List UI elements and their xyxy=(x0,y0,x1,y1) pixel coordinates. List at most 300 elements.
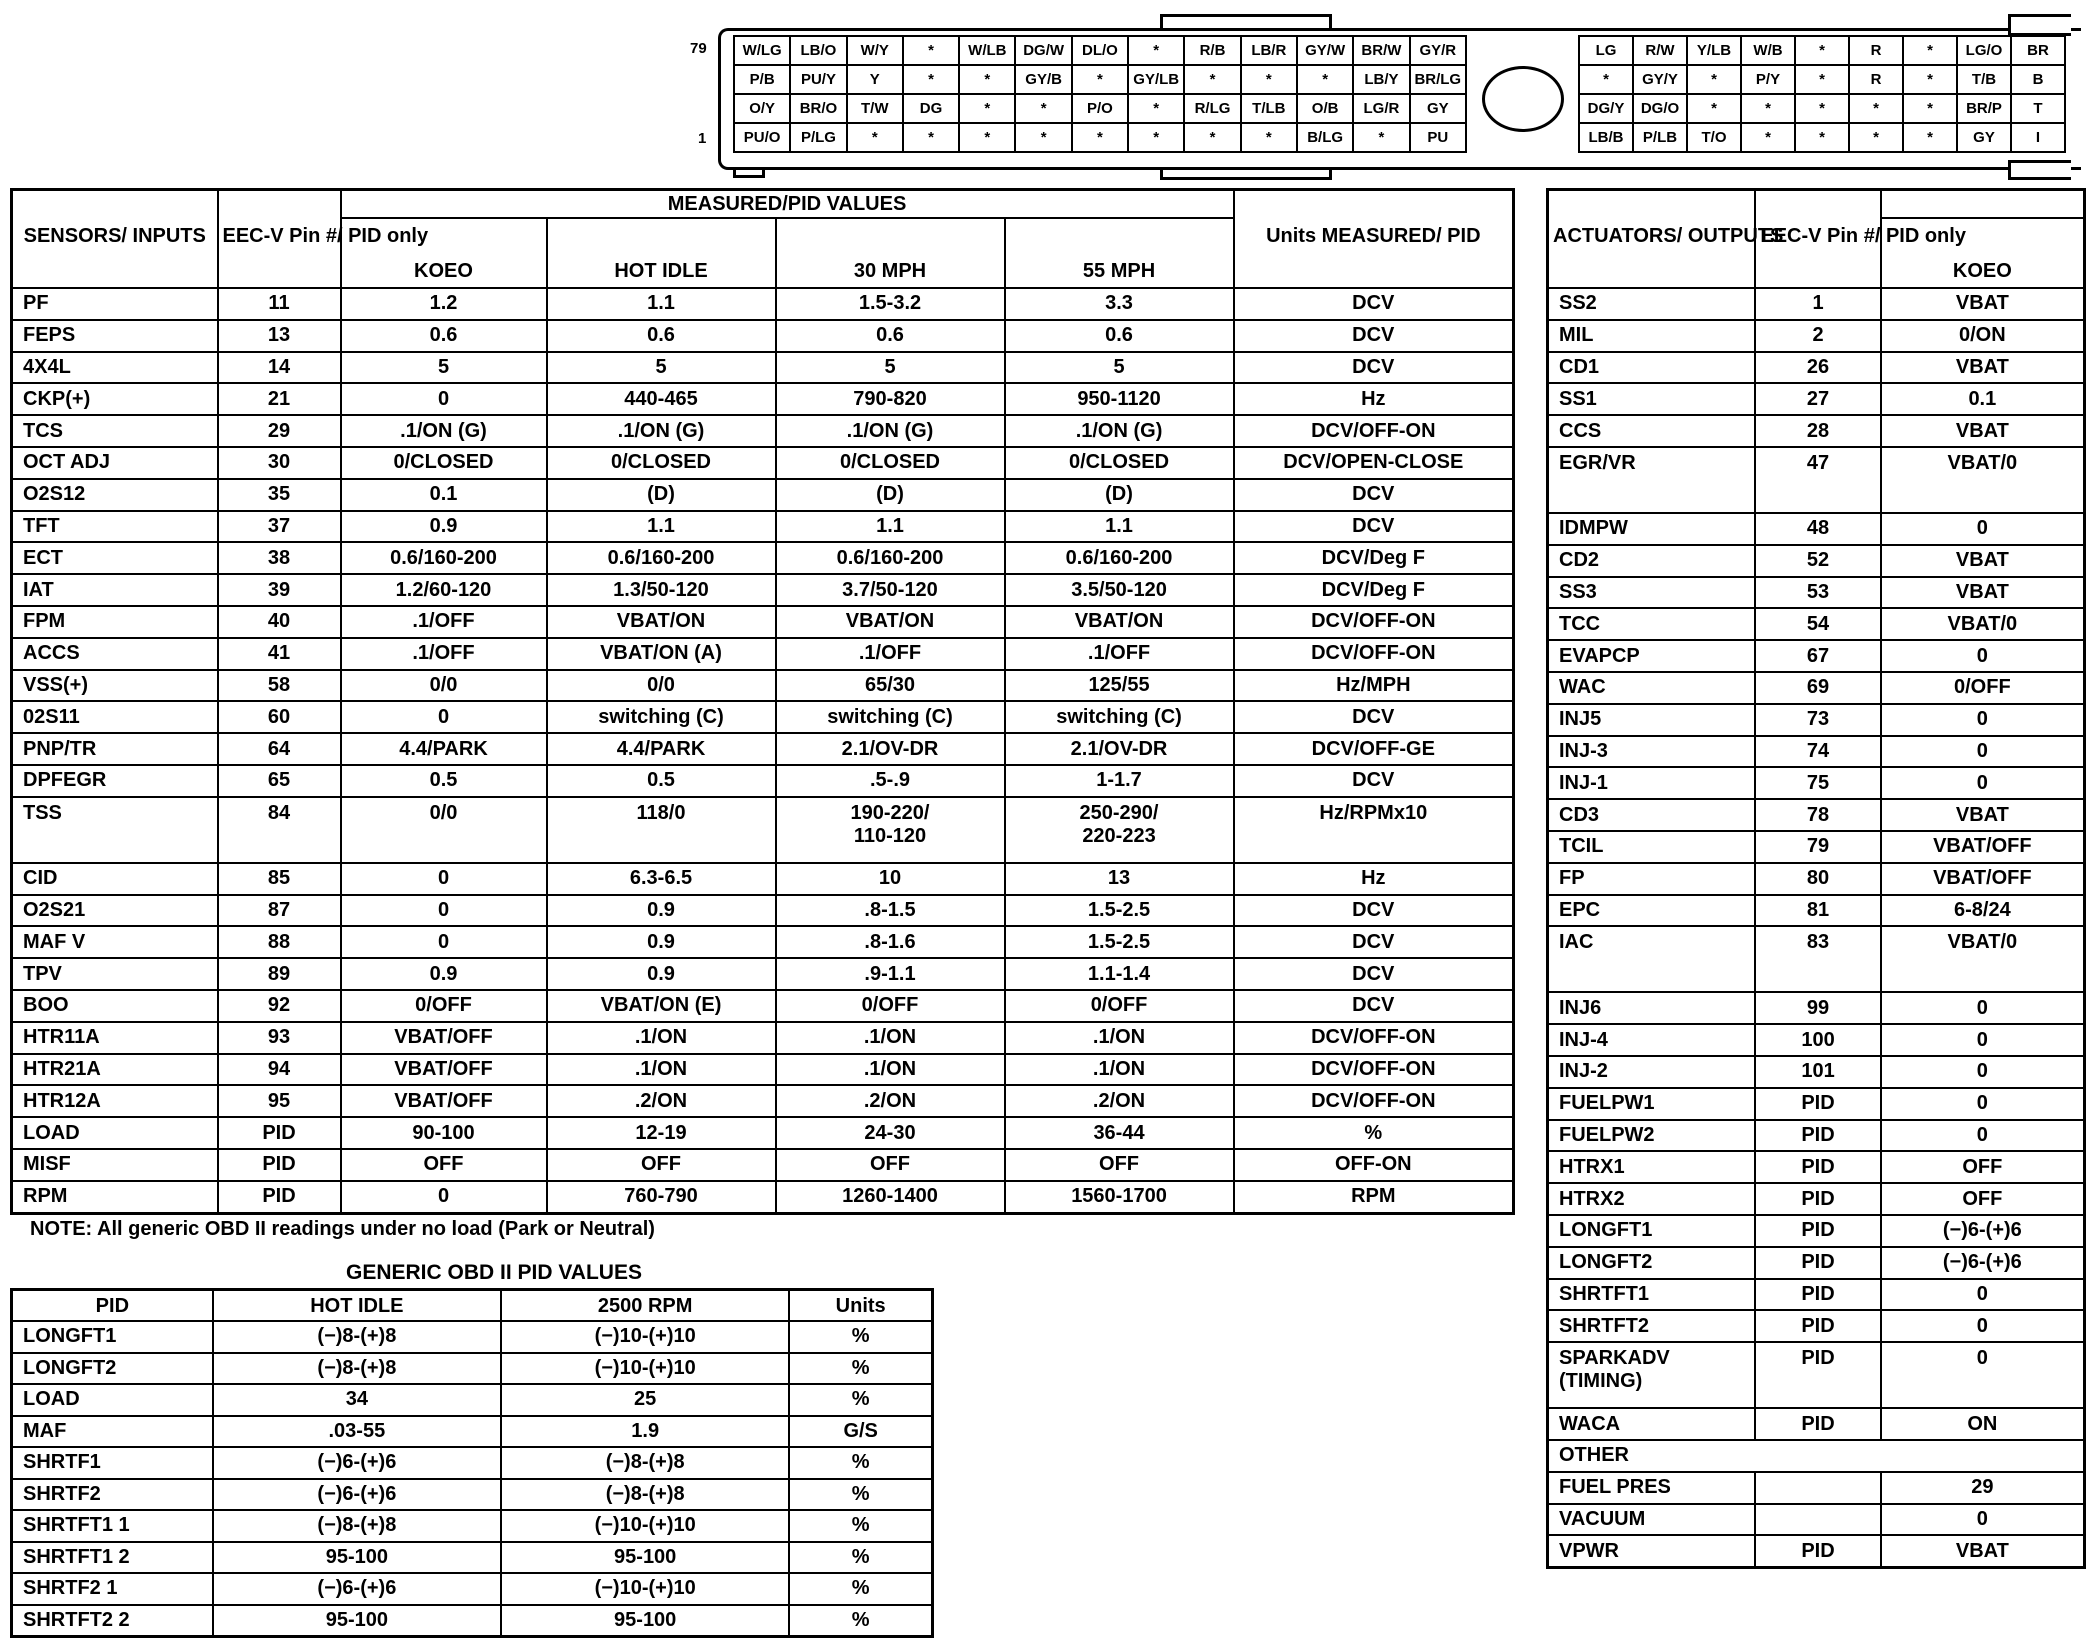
sensor-name: CKP(+) xyxy=(12,383,218,415)
sensor-pin: 65 xyxy=(218,765,341,797)
actuator-name: EVAPCP xyxy=(1548,640,1756,672)
table-row xyxy=(1548,415,2085,447)
table-row xyxy=(1548,704,2085,736)
actuator-koeo: VBAT xyxy=(1881,352,2085,384)
sensor-pin: 35 xyxy=(218,479,341,511)
sensor-30mph: 0/OFF xyxy=(776,990,1005,1022)
pin-cell: T xyxy=(2011,94,2065,123)
obd-pid: MAF xyxy=(12,1416,213,1448)
sensor-pin: 13 xyxy=(218,320,341,352)
pin-cell: DG/O xyxy=(1633,94,1687,123)
actuator-pin: PID xyxy=(1755,1535,1880,1567)
obd-pid: SHRTFT1 1 xyxy=(12,1510,213,1542)
table-row xyxy=(12,1510,933,1542)
sensor-30mph: 1.5-3.2 xyxy=(776,288,1005,320)
sensor-name: TFT xyxy=(12,511,218,543)
sensors-header-name: SENSORS/ INPUTS xyxy=(12,190,218,289)
sensor-55mph: VBAT/ON xyxy=(1005,606,1234,638)
actuator-name: FUEL PRES xyxy=(1548,1472,1756,1504)
pin-cell: LB/Y xyxy=(1353,65,1409,94)
sensor-units: DCV/Deg F xyxy=(1234,574,1514,606)
table-row xyxy=(12,765,1514,797)
actuators-header-name: ACTUATORS/ OUTPUTS xyxy=(1548,190,1756,289)
table-row xyxy=(12,1416,933,1448)
actuator-name: LONGFT1 xyxy=(1548,1215,1756,1247)
actuator-pin: 53 xyxy=(1755,577,1880,609)
actuator-koeo: VBAT xyxy=(1881,545,2085,577)
obd-header-row xyxy=(12,1290,933,1322)
table-row xyxy=(12,926,1514,958)
table-row xyxy=(1548,1151,2085,1183)
sensor-koeo: 5 xyxy=(341,352,547,384)
sensor-pin: 14 xyxy=(218,352,341,384)
table-row xyxy=(12,415,1514,447)
pin-cell: * xyxy=(1015,94,1071,123)
actuator-name: CD3 xyxy=(1548,799,1756,831)
sensor-hot-idle: OFF xyxy=(547,1149,776,1181)
actuator-koeo: 0 xyxy=(1881,1024,2085,1056)
sensor-55mph: 13 xyxy=(1005,863,1234,895)
actuator-name: EPC xyxy=(1548,895,1756,927)
obd-units: % xyxy=(789,1321,932,1353)
table-row xyxy=(1548,513,2085,545)
actuator-koeo: VBAT xyxy=(1881,799,2085,831)
sensor-30mph: 10 xyxy=(776,863,1005,895)
sensor-55mph: 0/CLOSED xyxy=(1005,447,1234,479)
actuator-koeo: ON xyxy=(1881,1408,2085,1440)
sensor-units: Hz xyxy=(1234,863,1514,895)
sensor-koeo: 0.9 xyxy=(341,511,547,543)
pin-cell: GY/Y xyxy=(1633,65,1687,94)
actuator-name: CCS xyxy=(1548,415,1756,447)
pin-cell: * xyxy=(959,123,1015,152)
pin-cell: * xyxy=(1849,94,1903,123)
sensor-30mph: 24-30 xyxy=(776,1117,1005,1149)
table-row xyxy=(12,1022,1514,1054)
pin-cell: R xyxy=(1849,65,1903,94)
pin-cell: * xyxy=(1353,123,1409,152)
sensor-hot-idle: .1/ON xyxy=(547,1022,776,1054)
obd-header-cell: Units xyxy=(789,1290,932,1322)
obd-pid: SHRTFT2 2 xyxy=(12,1605,213,1637)
sensors-header-30mph: 30 MPH xyxy=(776,218,1005,288)
pin-cell: * xyxy=(847,123,903,152)
pin-cell: B/LG xyxy=(1297,123,1353,152)
sensor-name: O2S12 xyxy=(12,479,218,511)
sensor-30mph: 0.6/160-200 xyxy=(776,542,1005,574)
sensor-name: DPFEGR xyxy=(12,765,218,797)
sensor-name: IAT xyxy=(12,574,218,606)
pin-cell: P/B xyxy=(734,65,790,94)
pin-cell: W/LG xyxy=(734,36,790,65)
pin-cell: * xyxy=(1795,94,1849,123)
sensors-header-group: MEASURED/PID VALUES xyxy=(341,190,1234,219)
table-row xyxy=(1548,1279,2085,1311)
table-row xyxy=(12,1384,933,1416)
table-row xyxy=(1548,577,2085,609)
sensor-30mph: 1260-1400 xyxy=(776,1181,1005,1213)
sensor-pin: 92 xyxy=(218,990,341,1022)
pin-cell: O/Y xyxy=(734,94,790,123)
sensor-hot-idle: 1.1 xyxy=(547,288,776,320)
pin-row xyxy=(1579,36,2065,65)
actuator-koeo: VBAT/0 xyxy=(1881,926,2085,992)
pin-cell: R xyxy=(1849,36,1903,65)
table-row xyxy=(12,1573,933,1605)
actuator-koeo: (−)6-(+)6 xyxy=(1881,1215,2085,1247)
sensor-name: TSS xyxy=(12,797,218,863)
actuator-pin: 75 xyxy=(1755,767,1880,799)
actuator-pin: 79 xyxy=(1755,831,1880,863)
sensor-30mph: 65/30 xyxy=(776,670,1005,702)
obd-2500rpm: (−)10-(+)10 xyxy=(501,1321,789,1353)
sensor-55mph: 1.5-2.5 xyxy=(1005,895,1234,927)
pin-cell: LB/O xyxy=(790,36,846,65)
table-row xyxy=(12,1479,933,1511)
table-row xyxy=(1548,1408,2085,1440)
pin-cell: * xyxy=(1741,94,1795,123)
sensor-hot-idle: 0.5 xyxy=(547,765,776,797)
sensor-30mph: 0/CLOSED xyxy=(776,447,1005,479)
obd-table-title: GENERIC OBD II PID VALUES xyxy=(346,1261,642,1284)
sensor-30mph: switching (C) xyxy=(776,701,1005,733)
pin-cell: LB/R xyxy=(1241,36,1297,65)
actuator-pin xyxy=(1755,1504,1880,1536)
sensor-pin: 37 xyxy=(218,511,341,543)
sensor-units: OFF-ON xyxy=(1234,1149,1514,1181)
actuator-name: SPARKADV (TIMING) xyxy=(1548,1342,1756,1408)
pin-cell: T/O xyxy=(1687,123,1741,152)
actuator-koeo: VBAT xyxy=(1881,577,2085,609)
sensor-pin: 58 xyxy=(218,670,341,702)
obd-pid: SHRTF2 xyxy=(12,1479,213,1511)
sensor-units: DCV/OFF-ON xyxy=(1234,1085,1514,1117)
pin-cell: LG xyxy=(1579,36,1633,65)
pin-cell: BR/W xyxy=(1353,36,1409,65)
actuator-koeo: 0.1 xyxy=(1881,383,2085,415)
sensor-units: DCV xyxy=(1234,352,1514,384)
obd-table xyxy=(10,1288,934,1638)
sensor-hot-idle: VBAT/ON (A) xyxy=(547,638,776,670)
actuator-koeo: VBAT xyxy=(1881,288,2085,320)
actuator-pin: 74 xyxy=(1755,736,1880,768)
actuator-name: LONGFT2 xyxy=(1548,1247,1756,1279)
sensor-name: RPM xyxy=(12,1181,218,1213)
actuator-koeo: 0 xyxy=(1881,640,2085,672)
sensor-koeo: VBAT/OFF xyxy=(341,1054,547,1086)
table-row xyxy=(12,606,1514,638)
sensor-55mph: 5 xyxy=(1005,352,1234,384)
actuator-pin: 48 xyxy=(1755,513,1880,545)
actuator-pin: 28 xyxy=(1755,415,1880,447)
pin-cell: W/Y xyxy=(847,36,903,65)
sensor-hot-idle: .1/ON (G) xyxy=(547,415,776,447)
pin-cell: GY/LB xyxy=(1128,65,1184,94)
pin-cell: DG/W xyxy=(1015,36,1071,65)
table-row xyxy=(12,1117,1514,1149)
pin-cell: R/B xyxy=(1184,36,1240,65)
sensor-hot-idle: 0/0 xyxy=(547,670,776,702)
sensor-55mph: 1.1 xyxy=(1005,511,1234,543)
actuator-name: INJ-2 xyxy=(1548,1056,1756,1088)
connector-right-pin-grid xyxy=(1578,35,2066,153)
sensor-30mph: .1/OFF xyxy=(776,638,1005,670)
pin-cell: T/LB xyxy=(1241,94,1297,123)
table-row xyxy=(12,1447,933,1479)
table-row xyxy=(12,797,1514,863)
sensor-name: MAF V xyxy=(12,926,218,958)
actuator-name: WACA xyxy=(1548,1408,1756,1440)
sensor-name: PNP/TR xyxy=(12,733,218,765)
sensor-hot-idle: 0.9 xyxy=(547,895,776,927)
table-row xyxy=(1548,1247,2085,1279)
pin-cell: P/Y xyxy=(1741,65,1795,94)
pin-cell: * xyxy=(1072,123,1128,152)
actuator-koeo: VBAT xyxy=(1881,415,2085,447)
table-row-other-header xyxy=(1548,1440,2085,1472)
table-row xyxy=(1548,1472,2085,1504)
actuator-name: INJ6 xyxy=(1548,992,1756,1024)
sensor-name: OCT ADJ xyxy=(12,447,218,479)
pin-cell: DG xyxy=(903,94,959,123)
sensor-units: RPM xyxy=(1234,1181,1514,1213)
sensor-units: DCV/OFF-ON xyxy=(1234,1054,1514,1086)
sensor-name: HTR12A xyxy=(12,1085,218,1117)
pin-cell: * xyxy=(1903,94,1957,123)
actuator-name: SS2 xyxy=(1548,288,1756,320)
table-row xyxy=(12,511,1514,543)
connector-left-pin-grid xyxy=(733,35,1467,153)
sensor-name: ACCS xyxy=(12,638,218,670)
obd-units: % xyxy=(789,1542,932,1574)
sensors-header-55mph: 55 MPH xyxy=(1005,218,1234,288)
sensor-koeo: 0 xyxy=(341,701,547,733)
pin-cell: * xyxy=(1184,65,1240,94)
actuator-name: HTRX1 xyxy=(1548,1151,1756,1183)
pin-cell: O/B xyxy=(1297,94,1353,123)
sensor-hot-idle: 12-19 xyxy=(547,1117,776,1149)
table-row xyxy=(12,1605,933,1637)
sensor-units: DCV xyxy=(1234,479,1514,511)
sensor-name: PF xyxy=(12,288,218,320)
actuator-pin: 78 xyxy=(1755,799,1880,831)
sensor-name: LOAD xyxy=(12,1117,218,1149)
pin-cell: P/O xyxy=(1072,94,1128,123)
actuator-pin: PID xyxy=(1755,1310,1880,1342)
sensor-pin: 89 xyxy=(218,958,341,990)
obd-hot-idle: (−)6-(+)6 xyxy=(213,1479,501,1511)
sensor-55mph: 1560-1700 xyxy=(1005,1181,1234,1213)
table-row xyxy=(12,1353,933,1385)
actuator-pin: 81 xyxy=(1755,895,1880,927)
sensor-30mph: (D) xyxy=(776,479,1005,511)
sensor-pin: 64 xyxy=(218,733,341,765)
pin-cell: I xyxy=(2011,123,2065,152)
sensor-30mph: .1/ON xyxy=(776,1022,1005,1054)
table-row xyxy=(1548,672,2085,704)
sensor-units: DCV xyxy=(1234,511,1514,543)
obd-units: % xyxy=(789,1605,932,1637)
pin-cell: GY xyxy=(1957,123,2011,152)
table-row xyxy=(12,990,1514,1022)
sensor-30mph: OFF xyxy=(776,1149,1005,1181)
actuator-name: VACUUM xyxy=(1548,1504,1756,1536)
actuator-name: INJ-1 xyxy=(1548,767,1756,799)
table-row xyxy=(1548,926,2085,992)
pin-cell: * xyxy=(903,36,959,65)
pin-cell: * xyxy=(1903,123,1957,152)
obd-2500rpm: 95-100 xyxy=(501,1542,789,1574)
actuator-koeo: (−)6-(+)6 xyxy=(1881,1247,2085,1279)
actuator-pin: PID xyxy=(1755,1120,1880,1152)
table-row xyxy=(12,701,1514,733)
sensor-koeo: 0/CLOSED xyxy=(341,447,547,479)
table-row xyxy=(12,733,1514,765)
obd-header-cell: PID xyxy=(12,1290,213,1322)
actuator-koeo: 29 xyxy=(1881,1472,2085,1504)
sensor-pin: 93 xyxy=(218,1022,341,1054)
pin-cell: * xyxy=(1741,123,1795,152)
sensor-hot-idle: 440-465 xyxy=(547,383,776,415)
table-row xyxy=(1548,320,2085,352)
sensor-30mph: 790-820 xyxy=(776,383,1005,415)
actuator-name: IAC xyxy=(1548,926,1756,992)
pin-cell: * xyxy=(1241,123,1297,152)
obd-units: % xyxy=(789,1510,932,1542)
table-row xyxy=(1548,640,2085,672)
sensor-units: DCV xyxy=(1234,958,1514,990)
obd-2500rpm: (−)8-(+)8 xyxy=(501,1479,789,1511)
actuator-koeo: 0 xyxy=(1881,992,2085,1024)
sensor-koeo: 90-100 xyxy=(341,1117,547,1149)
sensor-hot-idle: (D) xyxy=(547,479,776,511)
obd-hot-idle: (−)8-(+)8 xyxy=(213,1353,501,1385)
actuator-koeo: 0/OFF xyxy=(1881,672,2085,704)
actuator-pin: 73 xyxy=(1755,704,1880,736)
sensor-units: Hz/RPMx10 xyxy=(1234,797,1514,863)
sensor-hot-idle: 0.9 xyxy=(547,958,776,990)
sensor-55mph: switching (C) xyxy=(1005,701,1234,733)
table-row xyxy=(1548,608,2085,640)
sensor-name: MISF xyxy=(12,1149,218,1181)
sensor-name: O2S21 xyxy=(12,895,218,927)
actuator-pin: 67 xyxy=(1755,640,1880,672)
sensor-hot-idle: 5 xyxy=(547,352,776,384)
obd-pid: LONGFT1 xyxy=(12,1321,213,1353)
sensor-pin: 21 xyxy=(218,383,341,415)
actuator-koeo: 0 xyxy=(1881,1120,2085,1152)
actuator-pin: PID xyxy=(1755,1088,1880,1120)
sensor-koeo: VBAT/OFF xyxy=(341,1022,547,1054)
table-row xyxy=(1548,1342,2085,1408)
pin-cell: * xyxy=(1903,36,1957,65)
table-row xyxy=(12,1149,1514,1181)
table-row xyxy=(12,320,1514,352)
sensor-pin: 39 xyxy=(218,574,341,606)
pin-cell: BR/LG xyxy=(1410,65,1466,94)
sensor-55mph: 0/OFF xyxy=(1005,990,1234,1022)
actuator-pin: PID xyxy=(1755,1151,1880,1183)
actuator-pin: PID xyxy=(1755,1215,1880,1247)
sensor-30mph: .9-1.1 xyxy=(776,958,1005,990)
pin-cell: GY/B xyxy=(1015,65,1071,94)
obd-2500rpm: 25 xyxy=(501,1384,789,1416)
sensor-name: TPV xyxy=(12,958,218,990)
actuators-header-pin: EEC-V Pin #/ PID only xyxy=(1755,190,1880,289)
pin-cell: DL/O xyxy=(1072,36,1128,65)
actuator-name: SHRTFT2 xyxy=(1548,1310,1756,1342)
sensor-55mph: 2.1/OV-DR xyxy=(1005,733,1234,765)
connector-right-top-tab xyxy=(2008,14,2071,36)
sensor-units: DCV/OFF-ON xyxy=(1234,415,1514,447)
actuator-pin: 47 xyxy=(1755,447,1880,513)
sensor-units: DCV xyxy=(1234,926,1514,958)
actuator-pin: PID xyxy=(1755,1342,1880,1408)
actuator-name: MIL xyxy=(1548,320,1756,352)
sensor-units: DCV/OFF-ON xyxy=(1234,1022,1514,1054)
sensor-pin: 30 xyxy=(218,447,341,479)
actuator-name: EGR/VR xyxy=(1548,447,1756,513)
obd-hot-idle: (−)6-(+)6 xyxy=(213,1447,501,1479)
pin-cell: BR xyxy=(2011,36,2065,65)
pin-cell: LG/R xyxy=(1353,94,1409,123)
sensor-30mph: 1.1 xyxy=(776,511,1005,543)
sensor-55mph: 3.5/50-120 xyxy=(1005,574,1234,606)
table-row xyxy=(12,958,1514,990)
table-row xyxy=(1548,352,2085,384)
sensors-table xyxy=(10,188,1515,1215)
pin-row xyxy=(1579,123,2065,152)
actuator-pin xyxy=(1755,1472,1880,1504)
obd-hot-idle: 95-100 xyxy=(213,1542,501,1574)
sensor-pin: 95 xyxy=(218,1085,341,1117)
obd-hot-idle: (−)8-(+)8 xyxy=(213,1321,501,1353)
sensor-55mph: .2/ON xyxy=(1005,1085,1234,1117)
sensor-units: % xyxy=(1234,1117,1514,1149)
sensor-55mph: (D) xyxy=(1005,479,1234,511)
actuator-koeo: 0 xyxy=(1881,1342,2085,1408)
pin-cell: PU/Y xyxy=(790,65,846,94)
actuator-koeo: 0 xyxy=(1881,767,2085,799)
pin-cell: * xyxy=(1072,65,1128,94)
sensor-units: DCV xyxy=(1234,990,1514,1022)
pin-cell: R/LG xyxy=(1184,94,1240,123)
pin-cell: * xyxy=(1687,65,1741,94)
sensor-30mph: 3.7/50-120 xyxy=(776,574,1005,606)
table-row xyxy=(1548,1215,2085,1247)
table-row xyxy=(12,895,1514,927)
actuator-pin: 99 xyxy=(1755,992,1880,1024)
sensor-30mph: .1/ON (G) xyxy=(776,415,1005,447)
sensor-55mph: 125/55 xyxy=(1005,670,1234,702)
sensor-hot-idle: VBAT/ON (E) xyxy=(547,990,776,1022)
sensors-header-hot-idle: HOT IDLE xyxy=(547,218,776,288)
table-row xyxy=(1548,831,2085,863)
sensor-koeo: 4.4/PARK xyxy=(341,733,547,765)
obd-2500rpm: (−)8-(+)8 xyxy=(501,1447,789,1479)
sensor-55mph: .1/OFF xyxy=(1005,638,1234,670)
obd-units: % xyxy=(789,1384,932,1416)
sensor-koeo: 0 xyxy=(341,863,547,895)
pin-cell: PU xyxy=(1410,123,1466,152)
actuators-header-koeo: KOEO xyxy=(1881,218,2085,288)
pin-cell: * xyxy=(1579,65,1633,94)
obd-units: G/S xyxy=(789,1416,932,1448)
obd-units: % xyxy=(789,1353,932,1385)
sensor-pin: 29 xyxy=(218,415,341,447)
sensor-30mph: .2/ON xyxy=(776,1085,1005,1117)
actuator-name: CD2 xyxy=(1548,545,1756,577)
